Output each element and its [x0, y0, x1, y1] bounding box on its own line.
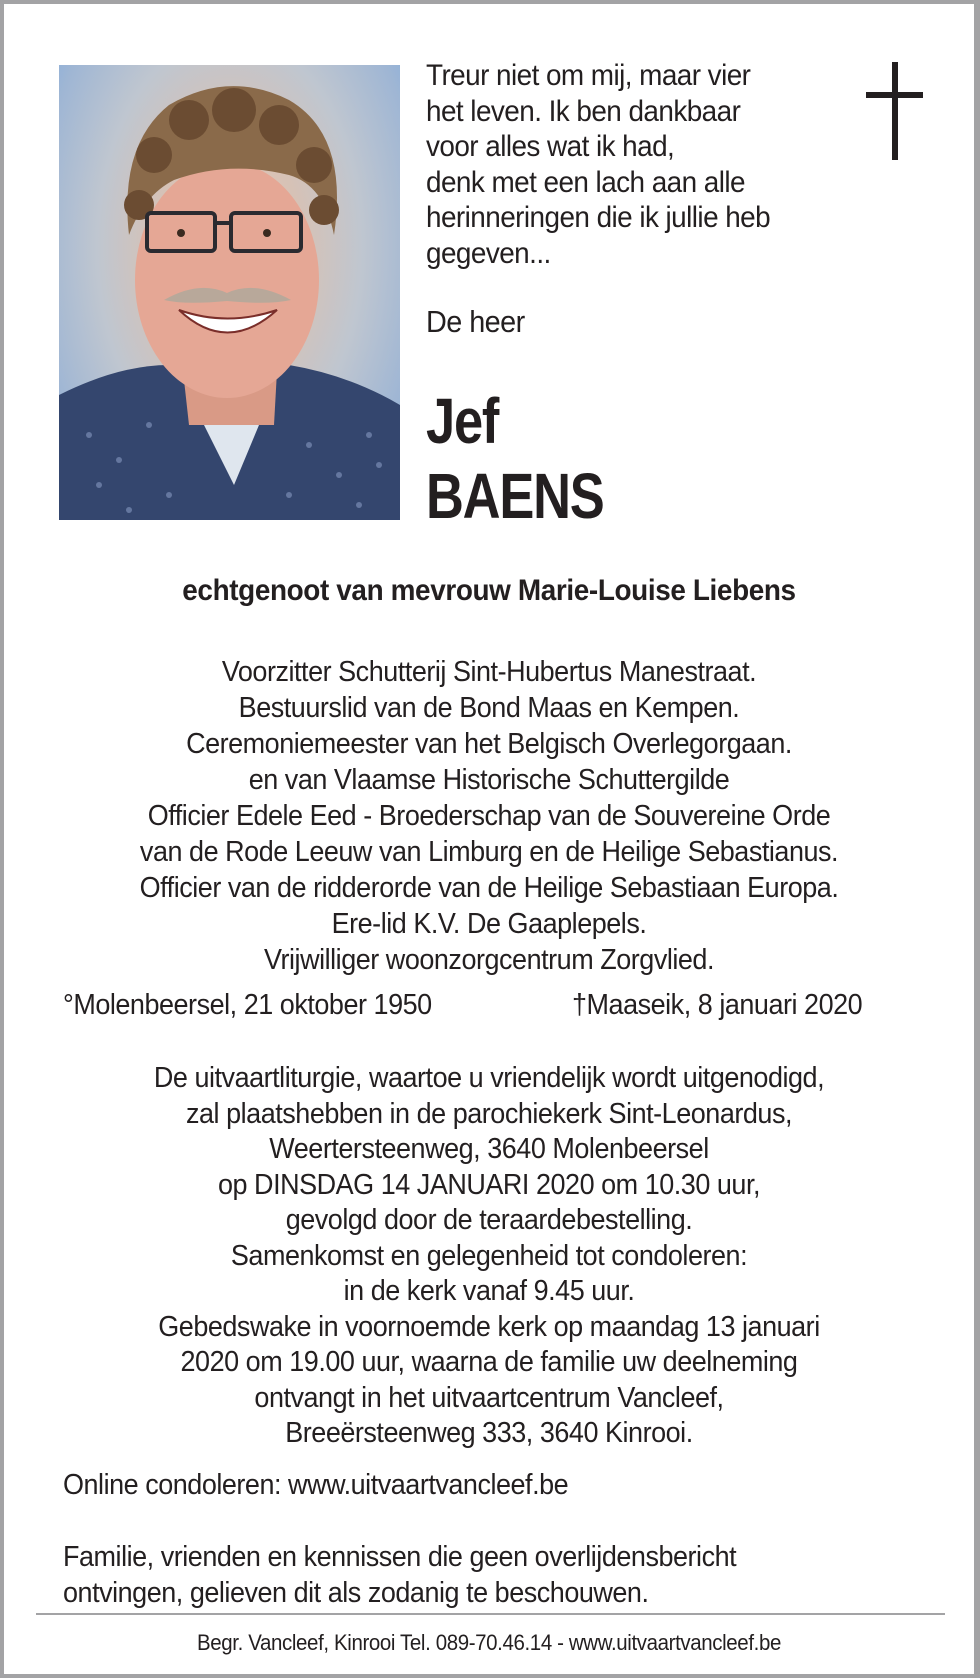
funeral-line: De uitvaartliturgie, waartoe u vriendelijk wordt uitgenodigd, [153, 1062, 825, 1094]
bio-line: Ceremoniemeester van het Belgisch Overlegorgaan. [186, 728, 792, 760]
spouse-line: echtgenoot van mevrouw Marie-Louise Liebens [182, 574, 796, 607]
funeral-line: Weertersteenweg, 3640 Molenbeersel [269, 1133, 709, 1165]
footer-divider [36, 1613, 945, 1615]
bio-line: van de Rode Leeuw van Limburg en de Heilige Sebastianus. [139, 836, 839, 868]
bio-line: Voorzitter Schutterij Sint-Hubertus Manestraat. [221, 656, 757, 688]
quote-line: gegeven... [426, 236, 551, 270]
funeral-home-footer: Begr. Vancleef, Kinrooi Tel. 089-70.46.14 - www.uitvaartvancleef.be [197, 1630, 781, 1655]
obituary-card [4, 4, 974, 1674]
biography [4, 654, 974, 978]
funeral-line: Samenkomst en gelegenheid tot condoleren: [230, 1239, 748, 1272]
first-name: Jef [426, 385, 499, 457]
honorific: De heer [426, 304, 525, 339]
quote-line: herinneringen die ik jullie heb [426, 201, 771, 234]
death-date: †Maaseik, 8 januari 2020 [572, 989, 863, 1021]
funeral-details [4, 1061, 974, 1452]
bio-line: en van Vlaamse Historische Schuttergilde [248, 764, 730, 796]
funeral-line: Gebedswake in voornoemde kerk op maandag 13 januari [158, 1310, 820, 1343]
funeral-line: in de kerk vanaf 9.45 uur. [343, 1275, 635, 1307]
funeral-line: gevolgd door de teraardebestelling. [285, 1204, 693, 1236]
funeral-line: zal plaatshebben in de parochiekerk Sint-Leonardus, [185, 1097, 793, 1130]
quote-line: Treur niet om mij, maar vier [426, 59, 751, 92]
online-condolences: Online condoleren: www.uitvaartvancleef.be [63, 1469, 569, 1501]
funeral-line: op DINSDAG 14 JANUARI 2020 om 10.30 uur, [217, 1168, 761, 1201]
bio-line: Bestuurslid van de Bond Maas en Kempen. [238, 692, 740, 724]
memorial-quote [426, 58, 817, 271]
cross-horizontal-bar [866, 92, 923, 98]
quote-line: voor alles wat ik had, [426, 130, 675, 163]
birth-date: °Molenbeersel, 21 oktober 1950 [63, 989, 432, 1021]
cross-vertical-bar [892, 62, 898, 160]
funeral-line: 2020 om 19.00 uur, waarna de familie uw deelneming [180, 1346, 798, 1378]
quote-line: het leven. Ik ben dankbaar [426, 94, 741, 128]
family-notice [63, 1540, 736, 1611]
quote-line: denk met een lach aan alle [426, 165, 745, 199]
portrait-illustration [59, 65, 400, 520]
latin-cross-icon [866, 62, 926, 160]
family-notice-line: ontvingen, gelieven dit als zodanig te beschouwen. [63, 1576, 649, 1609]
bio-line: Officier van de ridderorde van de Heilige Sebastiaan Europa. [139, 872, 839, 904]
funeral-line: Breeërsteenweg 333, 3640 Kinrooi. [285, 1417, 693, 1449]
bio-line: Vrijwilliger woonzorgcentrum Zorgvlied. [263, 944, 715, 976]
funeral-line: ontvangt in het uitvaartcentrum Vancleef, [254, 1381, 724, 1414]
bio-line: Officier Edele Eed - Broederschap van de Souvereine Orde [147, 800, 831, 832]
portrait-photo [59, 65, 400, 520]
bio-line: Ere-lid K.V. De Gaaplepels. [331, 908, 647, 940]
last-name: BAENS [426, 460, 604, 532]
family-notice-line: Familie, vrienden en kennissen die geen overlijdensbericht [63, 1541, 737, 1573]
